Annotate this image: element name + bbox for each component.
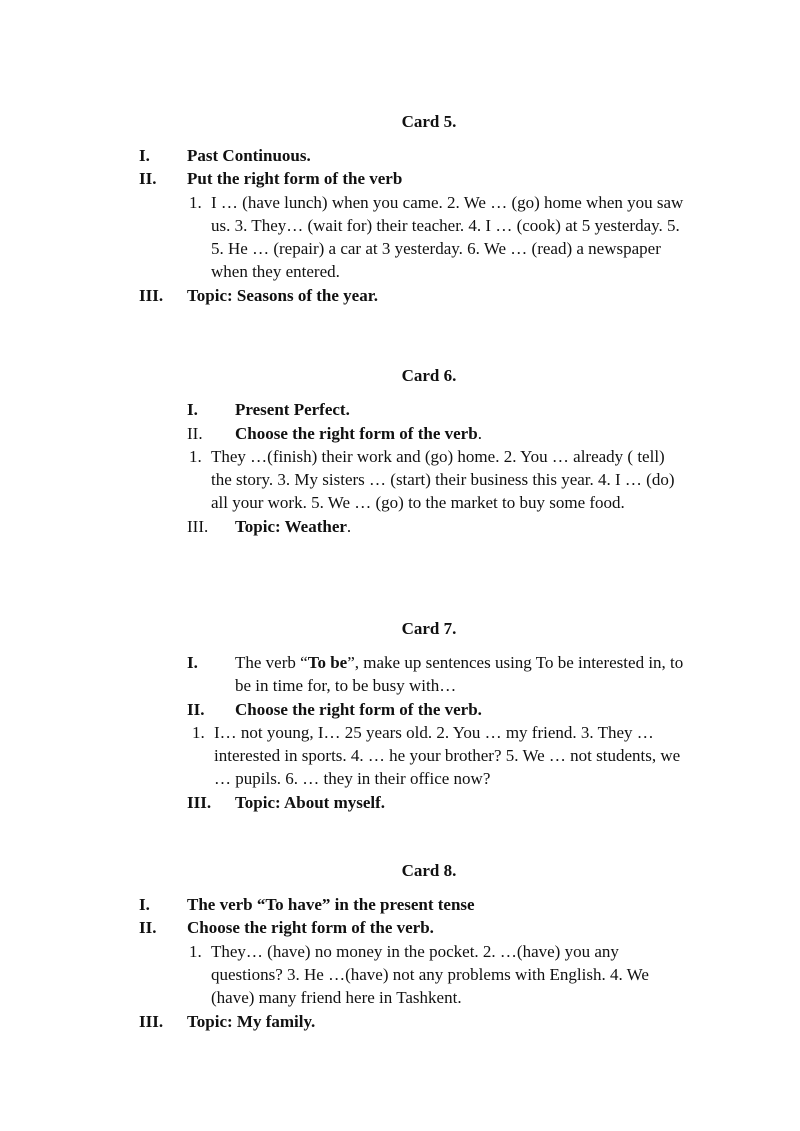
item-task-text: Choose the right form of the verb bbox=[235, 424, 478, 443]
item-grammar-topic: Present Perfect. bbox=[235, 400, 350, 419]
exercise-line: They… (have) no money in the pocket. 2. …(have) you any bbox=[211, 942, 619, 961]
item-task: Choose the right form of the verb. bbox=[187, 918, 434, 937]
item-number: III. bbox=[187, 517, 209, 536]
item-number: II. bbox=[139, 169, 157, 188]
card-title: Card 5. bbox=[401, 112, 457, 131]
item-topic-text: Topic: Weather bbox=[235, 517, 347, 536]
exercise-line: interested in sports. 4. … he your brother? 5. We … not students, we bbox=[214, 746, 681, 765]
item-topic-suffix: . bbox=[346, 517, 352, 536]
item-number: III. bbox=[139, 286, 164, 305]
exercise-line: I… not young, I… 25 years old. 2. You … my friend. 3. They … bbox=[214, 723, 654, 742]
item-topic: Topic: About myself. bbox=[235, 793, 386, 812]
card-title: Card 6. bbox=[401, 366, 457, 385]
item-task: Put the right form of the verb bbox=[187, 169, 403, 188]
item-number: III. bbox=[187, 793, 212, 812]
item-number: II. bbox=[187, 424, 203, 443]
item-task bbox=[235, 422, 482, 445]
item-text-post: ”, make up sentences using To be interested in, to bbox=[347, 653, 684, 672]
exercise-number: 1. bbox=[189, 447, 202, 466]
item-grammar-topic: The verb “To have” in the present tense bbox=[187, 895, 475, 914]
card-title: Card 8. bbox=[401, 861, 457, 880]
item-number: III. bbox=[139, 1012, 164, 1031]
exercise-line: … pupils. 6. … they in their office now? bbox=[214, 769, 491, 788]
exercise-line: I … (have lunch) when you came. 2. We … (go) home when you saw bbox=[211, 193, 684, 212]
exercise-line: They …(finish) their work and (go) home. 2. You … already ( tell) bbox=[211, 447, 665, 466]
item-topic: Topic: Seasons of the year. bbox=[187, 286, 378, 305]
exercise-number: 1. bbox=[192, 723, 205, 742]
item-task-suffix: . bbox=[477, 424, 482, 443]
item-grammar-topic bbox=[235, 651, 683, 674]
exercise-line: (have) many friend here in Tashkent. bbox=[211, 988, 462, 1007]
exercise-line: when they entered. bbox=[211, 262, 340, 281]
item-number: II. bbox=[139, 918, 157, 937]
card-title: Card 7. bbox=[401, 619, 457, 638]
exercise-line: questions? 3. He …(have) not any problems with English. 4. We bbox=[211, 965, 649, 984]
exercise-line: 5. He … (repair) a car at 3 yesterday. 6. We … (read) a newspaper bbox=[211, 239, 661, 258]
item-number: II. bbox=[187, 700, 205, 719]
item-topic bbox=[235, 515, 351, 538]
item-task: Choose the right form of the verb. bbox=[235, 700, 482, 719]
item-text-pre: The verb “ bbox=[235, 653, 308, 672]
item-number: I. bbox=[187, 400, 198, 419]
exercise-line: all your work. 5. We … (go) to the market to buy some food. bbox=[211, 493, 625, 512]
exercise-line: us. 3. They… (wait for) their teacher. 4. I … (cook) at 5 yesterday. 5. bbox=[211, 216, 680, 235]
item-grammar-topic: Past Continuous. bbox=[187, 146, 311, 165]
item-topic: Topic: My family. bbox=[187, 1012, 316, 1031]
item-number: I. bbox=[139, 146, 150, 165]
item-number: I. bbox=[187, 653, 198, 672]
item-text-line2: be in time for, to be busy with… bbox=[235, 676, 457, 695]
exercise-number: 1. bbox=[189, 942, 202, 961]
item-number: I. bbox=[139, 895, 150, 914]
item-text-bold: To be bbox=[307, 653, 348, 672]
exercise-line: the story. 3. My sisters … (start) their business this year. 4. I … (do) bbox=[211, 470, 675, 489]
exercise-number: 1. bbox=[189, 193, 202, 212]
